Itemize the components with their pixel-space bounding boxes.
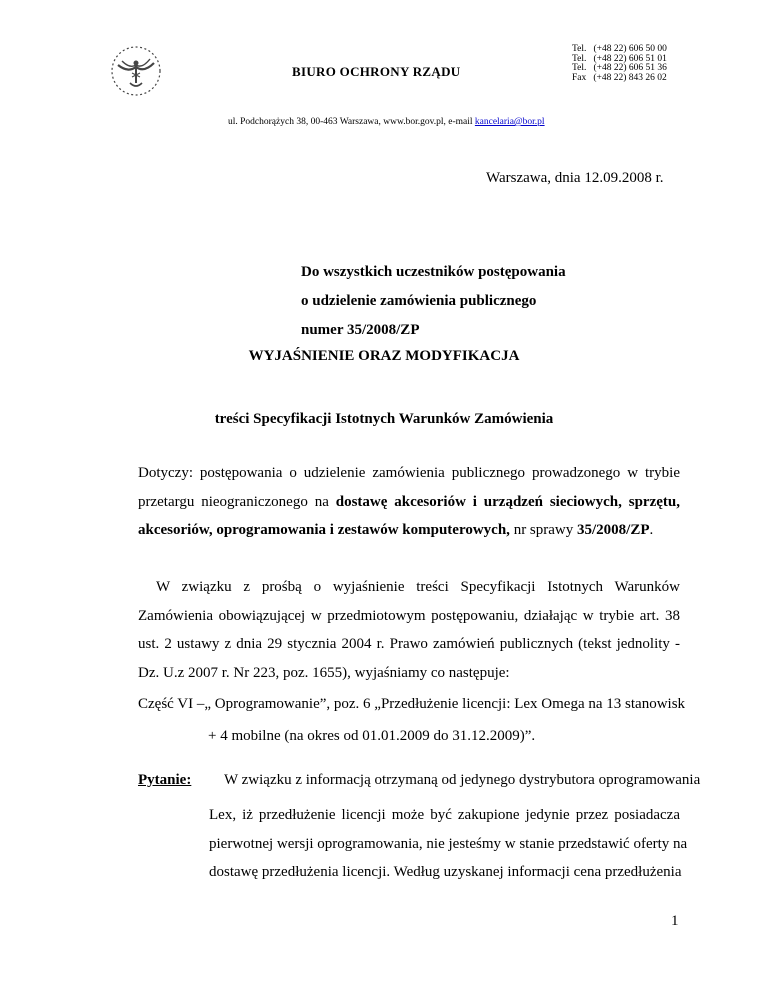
intro-paragraph: W związku z prośbą o wyjaśnienie treści Specyfikacji Istotnych Warunków Zamówienia obowiązującej w przedmiotowym postępowaniu, działając w trybie art. 38 ust. 2 ustawy z dnia 29 stycznia 2004 r. Prawo zamówień publicznych (tekst jednolity - Dz. U.z 2007 r. Nr 223, poz. 1655), wyjaśniamy co następuje: — [138, 579, 680, 681]
recipients-block — [301, 258, 566, 345]
contact-row: Fax (+48 22) 843 26 02 — [572, 72, 667, 83]
question-text: Lex, iż przedłużenie licencji może być zakupione jedynie przez posiadacza pierwotnej wersji oprogramowania, nie jesteśmy w stanie przedstawić oferty na dostawę przedłużenia licencji. Według uzyskanej informacji cena przedłużenia — [209, 807, 688, 880]
contact-row: Tel. (+48 22) 606 51 01 — [572, 53, 667, 64]
document-date: Warszawa, dnia 12.09.2008 r. — [486, 170, 664, 186]
document-subtitle: treści Specyfikacji Istotnych Warunków Zamówienia — [214, 411, 554, 427]
recipient-line: Do wszystkich uczestników postępowania — [301, 264, 566, 280]
contact-row: Tel. (+48 22) 606 51 36 — [572, 63, 667, 74]
recipient-line: o udzielenie zamówienia publicznego — [301, 293, 537, 309]
question-label: Pytanie: — [138, 772, 192, 788]
eagle-emblem-icon — [108, 43, 164, 99]
question-line: W związku z informacją otrzymaną od jedynego dystrybutora oprogramowania — [224, 772, 701, 788]
page-number: 1 — [671, 913, 679, 929]
organization-name: BIURO OCHRONY RZĄDU — [292, 64, 461, 79]
recipient-line: numer 35/2008/ZP — [301, 322, 420, 338]
email-link[interactable]: kancelaria@bor.pl — [474, 117, 545, 127]
document-title: WYJAŚNIENIE ORAZ MODYFIKACJA — [248, 348, 520, 364]
contact-row: Tel. (+48 22) 606 50 00 — [572, 44, 667, 54]
address-line: ul. Podchorążych 38, 00-463 Warszawa, www.bor.gov.pl, e-mail kancelaria@bor.pl — [228, 117, 545, 127]
contact-list — [572, 45, 667, 83]
part-description: Część VI –„ Oprogramowanie”, poz. 6 „Przedłużenie licencji: Lex Omega na 13 stanowisk + 4 mobilne (na okres od 01.01.2009 do 31.12.2009)”. — [138, 696, 686, 744]
subject-paragraph: Dotyczy: postępowania o udzielenie zamówienia publicznego prowadzonego w trybie przetargu nieograniczonego na dostawę akcesoriów i urządzeń sieciowych, sprzętu, akcesoriów, oprogramowania i zestawów komputerowych, nr sprawy 35/2008/ZP. — [138, 465, 680, 538]
